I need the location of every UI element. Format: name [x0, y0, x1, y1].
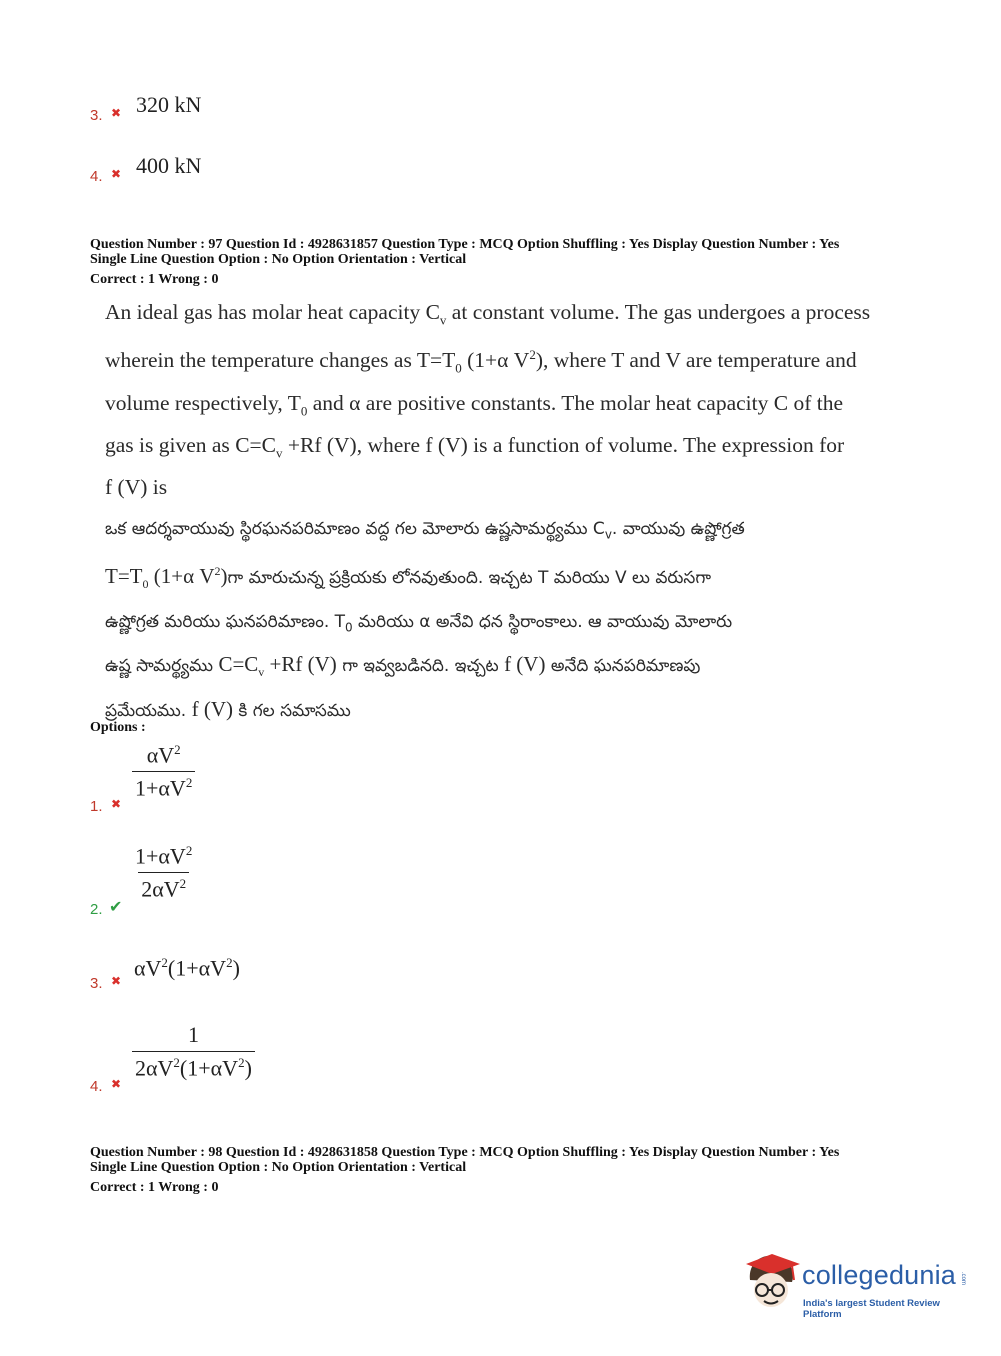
- option-number: 4.: [90, 168, 103, 185]
- numerator: $\alpha V^2$: [146, 742, 181, 768]
- question-line: ఉష్ణోగ్రత మరియు ఘనపరిమాణం. $T_0$ మరియు α అనేవి ధన స్థిరాంకాలు. ఆ వాయువు మోలారు: [105, 611, 733, 634]
- question-line: wherein the temperature changes as $T=T_0$ (1+α $V^2$), where T and V are temperature and: [105, 347, 857, 376]
- option-number: 2.: [90, 901, 103, 918]
- fraction-expression: [132, 843, 195, 903]
- question-line: An ideal gas has molar heat capacity $C_v$ at constant volume. The gas undergoes a process: [105, 300, 871, 328]
- meta-line: Single Line Question Option : No Option Orientation : Vertical: [90, 1160, 467, 1175]
- fraction-expression: [132, 742, 195, 802]
- meta-line: Question Number : 97 Question Id : 4928631857 Question Type : MCQ Option Shuffling : Yes Display Question Number : Yes: [90, 237, 840, 252]
- question-line: ఉష్ణ సామర్థ్యము $C=C_v +Rf$ (V) గా ఇవ్వబడినది. ఇచ్చట f (V) అనేది ఘనపరిమాణపు: [105, 651, 701, 680]
- meta-line: Question Number : 98 Question Id : 4928631858 Question Type : MCQ Option Shuffling : Yes Display Question Number : Yes: [90, 1145, 840, 1160]
- question-98-meta: [90, 1145, 839, 1195]
- brand-name: collegedunia: [802, 1260, 957, 1290]
- options-label: Options :: [90, 720, 146, 735]
- question-line: ఒక ఆదర్శవాయువు స్థిరఘనపరిమాణం వద్ద గల మోలారు ఉష్ణసామర్థ్యము $C_v$. వాయువు ఉష్ణోగ్రత: [105, 519, 745, 542]
- numerator: $1+\alpha V^2$: [135, 843, 193, 869]
- denominator: $1+\alpha V^2$: [132, 771, 195, 801]
- fraction-expression: [132, 1022, 255, 1081]
- option-4: [90, 1022, 410, 1097]
- prev-option-4: [90, 153, 290, 183]
- wrong-cross-icon: ✖: [111, 974, 122, 988]
- question-telugu: [105, 511, 895, 730]
- prev-option-3: [90, 92, 290, 122]
- wrong-cross-icon: ✖: [111, 106, 122, 120]
- question-line: volume respectively, $T_0$ and α are positive constants. The molar heat capacity C of the: [105, 390, 843, 419]
- wrong-cross-icon: ✖: [111, 167, 122, 181]
- question-line: f (V) is: [105, 475, 168, 500]
- option-text: 320 kN: [136, 92, 202, 117]
- meta-line: Single Line Question Option : No Option Orientation : Vertical: [90, 252, 467, 267]
- numerator: 1: [187, 1022, 199, 1047]
- denominator: $2\alpha V^2$: [138, 872, 189, 902]
- option-2: [90, 843, 390, 923]
- meta-line: Correct : 1 Wrong : 0: [90, 272, 219, 287]
- wrong-cross-icon: ✖: [111, 797, 122, 811]
- question-line: ప్రమేయము. f (V) కి గల సమాసము: [105, 697, 351, 722]
- option-number: 1.: [90, 798, 103, 815]
- option-3: [90, 955, 390, 995]
- option-number: 3.: [90, 107, 103, 124]
- question-97-meta: [90, 237, 839, 287]
- option-1: [90, 742, 390, 817]
- option-text: 400 kN: [136, 153, 202, 178]
- question-line: $T=T_0$ (1+α $V^2)గా$ మారుచున్న ప్రక్రియకు లోనవుతుంది. ఇచ్చట T మరియు V లు వరుసగా: [105, 564, 711, 592]
- correct-check-icon: ✔: [109, 897, 123, 916]
- brand-suffix: .com: [960, 1272, 966, 1286]
- denominator: $2\alpha V^2(1+\alpha V^2)$: [132, 1051, 255, 1081]
- question-english: [105, 295, 893, 505]
- collegedunia-logo: [742, 1250, 972, 1320]
- question-line: gas is given as $C=C_v +Rf$ (V), where f (V) is a function of volume. The expression for: [105, 433, 845, 461]
- meta-line: Correct : 1 Wrong : 0: [90, 1180, 219, 1195]
- wrong-cross-icon: ✖: [111, 1077, 122, 1091]
- mascot-icon: [742, 1250, 802, 1316]
- option-expression: $\alpha V^2(1+\alpha V^2)$: [134, 955, 240, 981]
- option-number: 3.: [90, 975, 103, 992]
- option-number: 4.: [90, 1078, 103, 1095]
- brand-tagline: India's largest Student Review Platform: [803, 1298, 940, 1320]
